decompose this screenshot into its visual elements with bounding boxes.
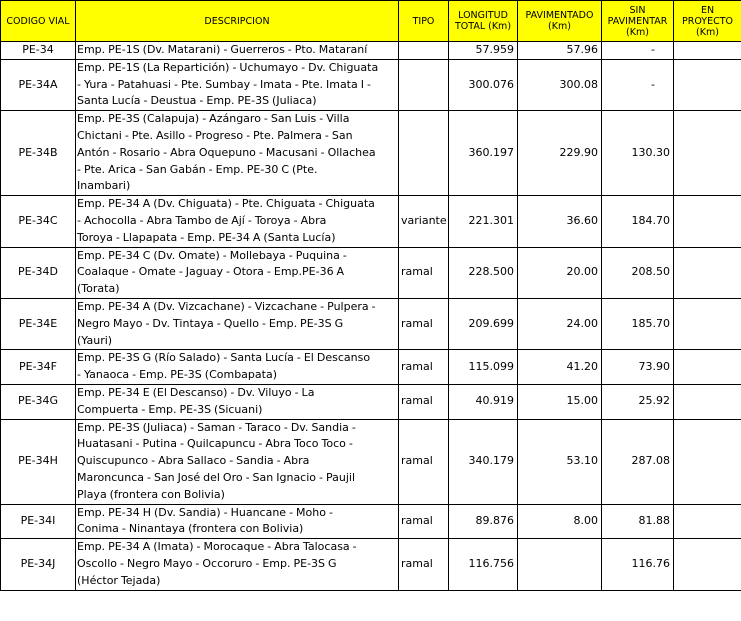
longitud-cell: 115.099 <box>449 350 518 385</box>
descripcion-line: Maroncunca - San José del Oro - San Ignacio - Paujil <box>77 470 355 484</box>
header-tipo: TIPO <box>399 1 449 42</box>
tipo-cell: ramal <box>399 298 449 349</box>
tipo-cell: ramal <box>399 539 449 590</box>
pavimentado-cell: 229.90 <box>518 111 602 196</box>
sin-pavimentar-cell: 25.92 <box>602 384 674 419</box>
descripcion-line: Oscollo - Negro Mayo - Occoruro - Emp. PE-3S G <box>77 556 337 570</box>
longitud-cell: 340.179 <box>449 419 518 504</box>
table-row <box>1 350 741 385</box>
header-descripcion: DESCRIPCION <box>76 1 399 42</box>
descripcion-line: Santa Lucía - Deustua - Emp. PE-3S (Juliaca) <box>77 94 317 108</box>
codigo-cell: PE-34 <box>1 42 76 60</box>
descripcion-line: Emp. PE-34 A (Dv. Vizcachane) - Vizcachane - Pulpera - <box>77 299 376 313</box>
tipo-cell: ramal <box>399 504 449 539</box>
descripcion-line: - Achocolla - Abra Tambo de Ají - Toroya - Abra <box>77 213 327 227</box>
descripcion-line: Coalaque - Omate - Jaguay - Otora - Emp.PE-36 A <box>77 265 345 279</box>
en-proyecto-cell <box>674 59 741 110</box>
header-en-proyecto: EN PROYECTO (Km) <box>674 1 741 42</box>
pavimentado-cell: 300.08 <box>518 59 602 110</box>
pavimentado-cell: 15.00 <box>518 384 602 419</box>
descripcion-line: Emp. PE-34 H (Dv. Sandia) - Huancane - Moho - <box>77 505 333 519</box>
tipo-cell: ramal <box>399 419 449 504</box>
tipo-cell <box>399 111 449 196</box>
pavimentado-cell: 53.10 <box>518 419 602 504</box>
descripcion-cell <box>76 247 399 298</box>
sin-pavimentar-cell: 185.70 <box>602 298 674 349</box>
sin-pavimentar-cell: 130.30 <box>602 111 674 196</box>
descripcion-line: - Yura - Patahuasi - Pte. Sumbay - Imata - Pte. Imata I - <box>77 77 371 91</box>
descripcion-line: Toroya - Llapapata - Emp. PE-34 A (Santa Lucía) <box>77 230 336 244</box>
longitud-cell: 40.919 <box>449 384 518 419</box>
descripcion-line: Emp. PE-3S (Calapuja) - Azángaro - San Luis - Villa <box>77 112 350 126</box>
sin-pavimentar-cell: 287.08 <box>602 419 674 504</box>
sin-pavimentar-cell: - <box>602 42 674 60</box>
descripcion-line: Inambari) <box>77 179 131 193</box>
descripcion-line: Huatasani - Putina - Quilcapuncu - Abra Toco Toco - <box>77 437 353 451</box>
descripcion-line: Emp. PE-3S G (Río Salado) - Santa Lucía - El Descanso <box>77 351 371 365</box>
header-sin-pavimentar: SIN PAVIMENTAR (Km) <box>602 1 674 42</box>
table-row <box>1 539 741 590</box>
table-row <box>1 42 741 60</box>
table-row <box>1 384 741 419</box>
descripcion-line: Conima - Ninantaya (frontera con Bolivia) <box>77 522 304 536</box>
descripcion-line: Negro Mayo - Dv. Tintaya - Quello - Emp. PE-3S G <box>77 316 344 330</box>
pavimentado-cell: 41.20 <box>518 350 602 385</box>
en-proyecto-cell <box>674 419 741 504</box>
descripcion-line: Emp. PE-34 C (Dv. Omate) - Mollebaya - Puquina - <box>77 248 347 262</box>
codigo-cell: PE-34D <box>1 247 76 298</box>
en-proyecto-cell <box>674 504 741 539</box>
sin-pavimentar-cell: 184.70 <box>602 196 674 247</box>
codigo-cell: PE-34C <box>1 196 76 247</box>
codigo-cell: PE-34G <box>1 384 76 419</box>
descripcion-cell <box>76 196 399 247</box>
pavimentado-cell: 8.00 <box>518 504 602 539</box>
descripcion-line: - Pte. Arica - San Gabán - Emp. PE-30 C (Pte. <box>77 162 318 176</box>
longitud-cell: 116.756 <box>449 539 518 590</box>
descripcion-line: Chictani - Pte. Asillo - Progreso - Pte. Palmera - San <box>77 128 353 142</box>
en-proyecto-cell <box>674 539 741 590</box>
descripcion-line: Emp. PE-34 A (Imata) - Morocaque - Abra Talocasa - <box>77 540 357 554</box>
descripcion-line: Emp. PE-3S (Juliaca) - Saman - Taraco - Dv. Sandia - <box>77 420 356 434</box>
longitud-cell: 221.301 <box>449 196 518 247</box>
header-row <box>1 1 741 42</box>
sin-pavimentar-cell: 81.88 <box>602 504 674 539</box>
table-row <box>1 59 741 110</box>
codigo-cell: PE-34H <box>1 419 76 504</box>
en-proyecto-cell <box>674 384 741 419</box>
pavimentado-cell <box>518 539 602 590</box>
longitud-cell: 360.197 <box>449 111 518 196</box>
pavimentado-cell: 57.96 <box>518 42 602 60</box>
tipo-cell <box>399 42 449 60</box>
codigo-cell: PE-34J <box>1 539 76 590</box>
descripcion-cell <box>76 419 399 504</box>
descripcion-cell <box>76 350 399 385</box>
en-proyecto-cell <box>674 196 741 247</box>
sin-pavimentar-cell: 208.50 <box>602 247 674 298</box>
en-proyecto-cell <box>674 298 741 349</box>
pavimentado-cell: 20.00 <box>518 247 602 298</box>
sin-pavimentar-cell: 116.76 <box>602 539 674 590</box>
descripcion-line: Emp. PE-34 A (Dv. Chiguata) - Pte. Chiguata - Chiguata <box>77 197 375 211</box>
tipo-cell: variante <box>399 196 449 247</box>
en-proyecto-cell <box>674 42 741 60</box>
tipo-cell: ramal <box>399 384 449 419</box>
descripcion-line: Antón - Rosario - Abra Oquepuno - Macusani - Ollachea <box>77 145 376 159</box>
table-row <box>1 504 741 539</box>
codigo-cell: PE-34A <box>1 59 76 110</box>
longitud-cell: 228.500 <box>449 247 518 298</box>
table-row <box>1 111 741 196</box>
descripcion-line: (Yauri) <box>77 333 113 347</box>
en-proyecto-cell <box>674 247 741 298</box>
descripcion-line: Emp. PE-34 E (El Descanso) - Dv. Viluyo - La <box>77 385 315 399</box>
tipo-cell: ramal <box>399 350 449 385</box>
descripcion-line: (Héctor Tejada) <box>77 573 161 587</box>
descripcion-cell <box>76 504 399 539</box>
en-proyecto-cell <box>674 111 741 196</box>
longitud-cell: 209.699 <box>449 298 518 349</box>
table-row <box>1 419 741 504</box>
descripcion-line: Emp. PE-1S (La Repartición) - Uchumayo - Dv. Chiguata <box>77 60 379 74</box>
sin-pavimentar-cell: 73.90 <box>602 350 674 385</box>
descripcion-line: Quiscupunco - Abra Sallaco - Sandia - Abra <box>77 454 310 468</box>
descripcion-cell <box>76 111 399 196</box>
longitud-cell: 89.876 <box>449 504 518 539</box>
descripcion-line: (Torata) <box>77 282 120 296</box>
longitud-cell: 300.076 <box>449 59 518 110</box>
codigo-cell: PE-34B <box>1 111 76 196</box>
codigo-cell: PE-34F <box>1 350 76 385</box>
table-row <box>1 247 741 298</box>
descripcion-cell <box>76 539 399 590</box>
pavimentado-cell: 36.60 <box>518 196 602 247</box>
table-row <box>1 298 741 349</box>
header-pavimentado: PAVIMENTADO (Km) <box>518 1 602 42</box>
descripcion-line: - Yanaoca - Emp. PE-3S (Combapata) <box>77 368 277 382</box>
descripcion-cell <box>76 59 399 110</box>
codigo-cell: PE-34I <box>1 504 76 539</box>
longitud-cell: 57.959 <box>449 42 518 60</box>
tipo-cell <box>399 59 449 110</box>
descripcion-cell <box>76 298 399 349</box>
header-codigo: CODIGO VIAL <box>1 1 76 42</box>
pavimentado-cell: 24.00 <box>518 298 602 349</box>
descripcion-line: Emp. PE-1S (Dv. Matarani) - Guerreros - Pto. Mataraní <box>77 43 368 56</box>
descripcion-line: Compuerta - Emp. PE-3S (Sicuani) <box>77 402 263 416</box>
en-proyecto-cell <box>674 350 741 385</box>
descripcion-cell <box>76 42 399 60</box>
tipo-cell: ramal <box>399 247 449 298</box>
table-row <box>1 196 741 247</box>
sin-pavimentar-cell: - <box>602 59 674 110</box>
descripcion-cell <box>76 384 399 419</box>
descripcion-line: Playa (frontera con Bolivia) <box>77 487 225 501</box>
codigo-cell: PE-34E <box>1 298 76 349</box>
header-longitud: LONGITUD TOTAL (Km) <box>449 1 518 42</box>
